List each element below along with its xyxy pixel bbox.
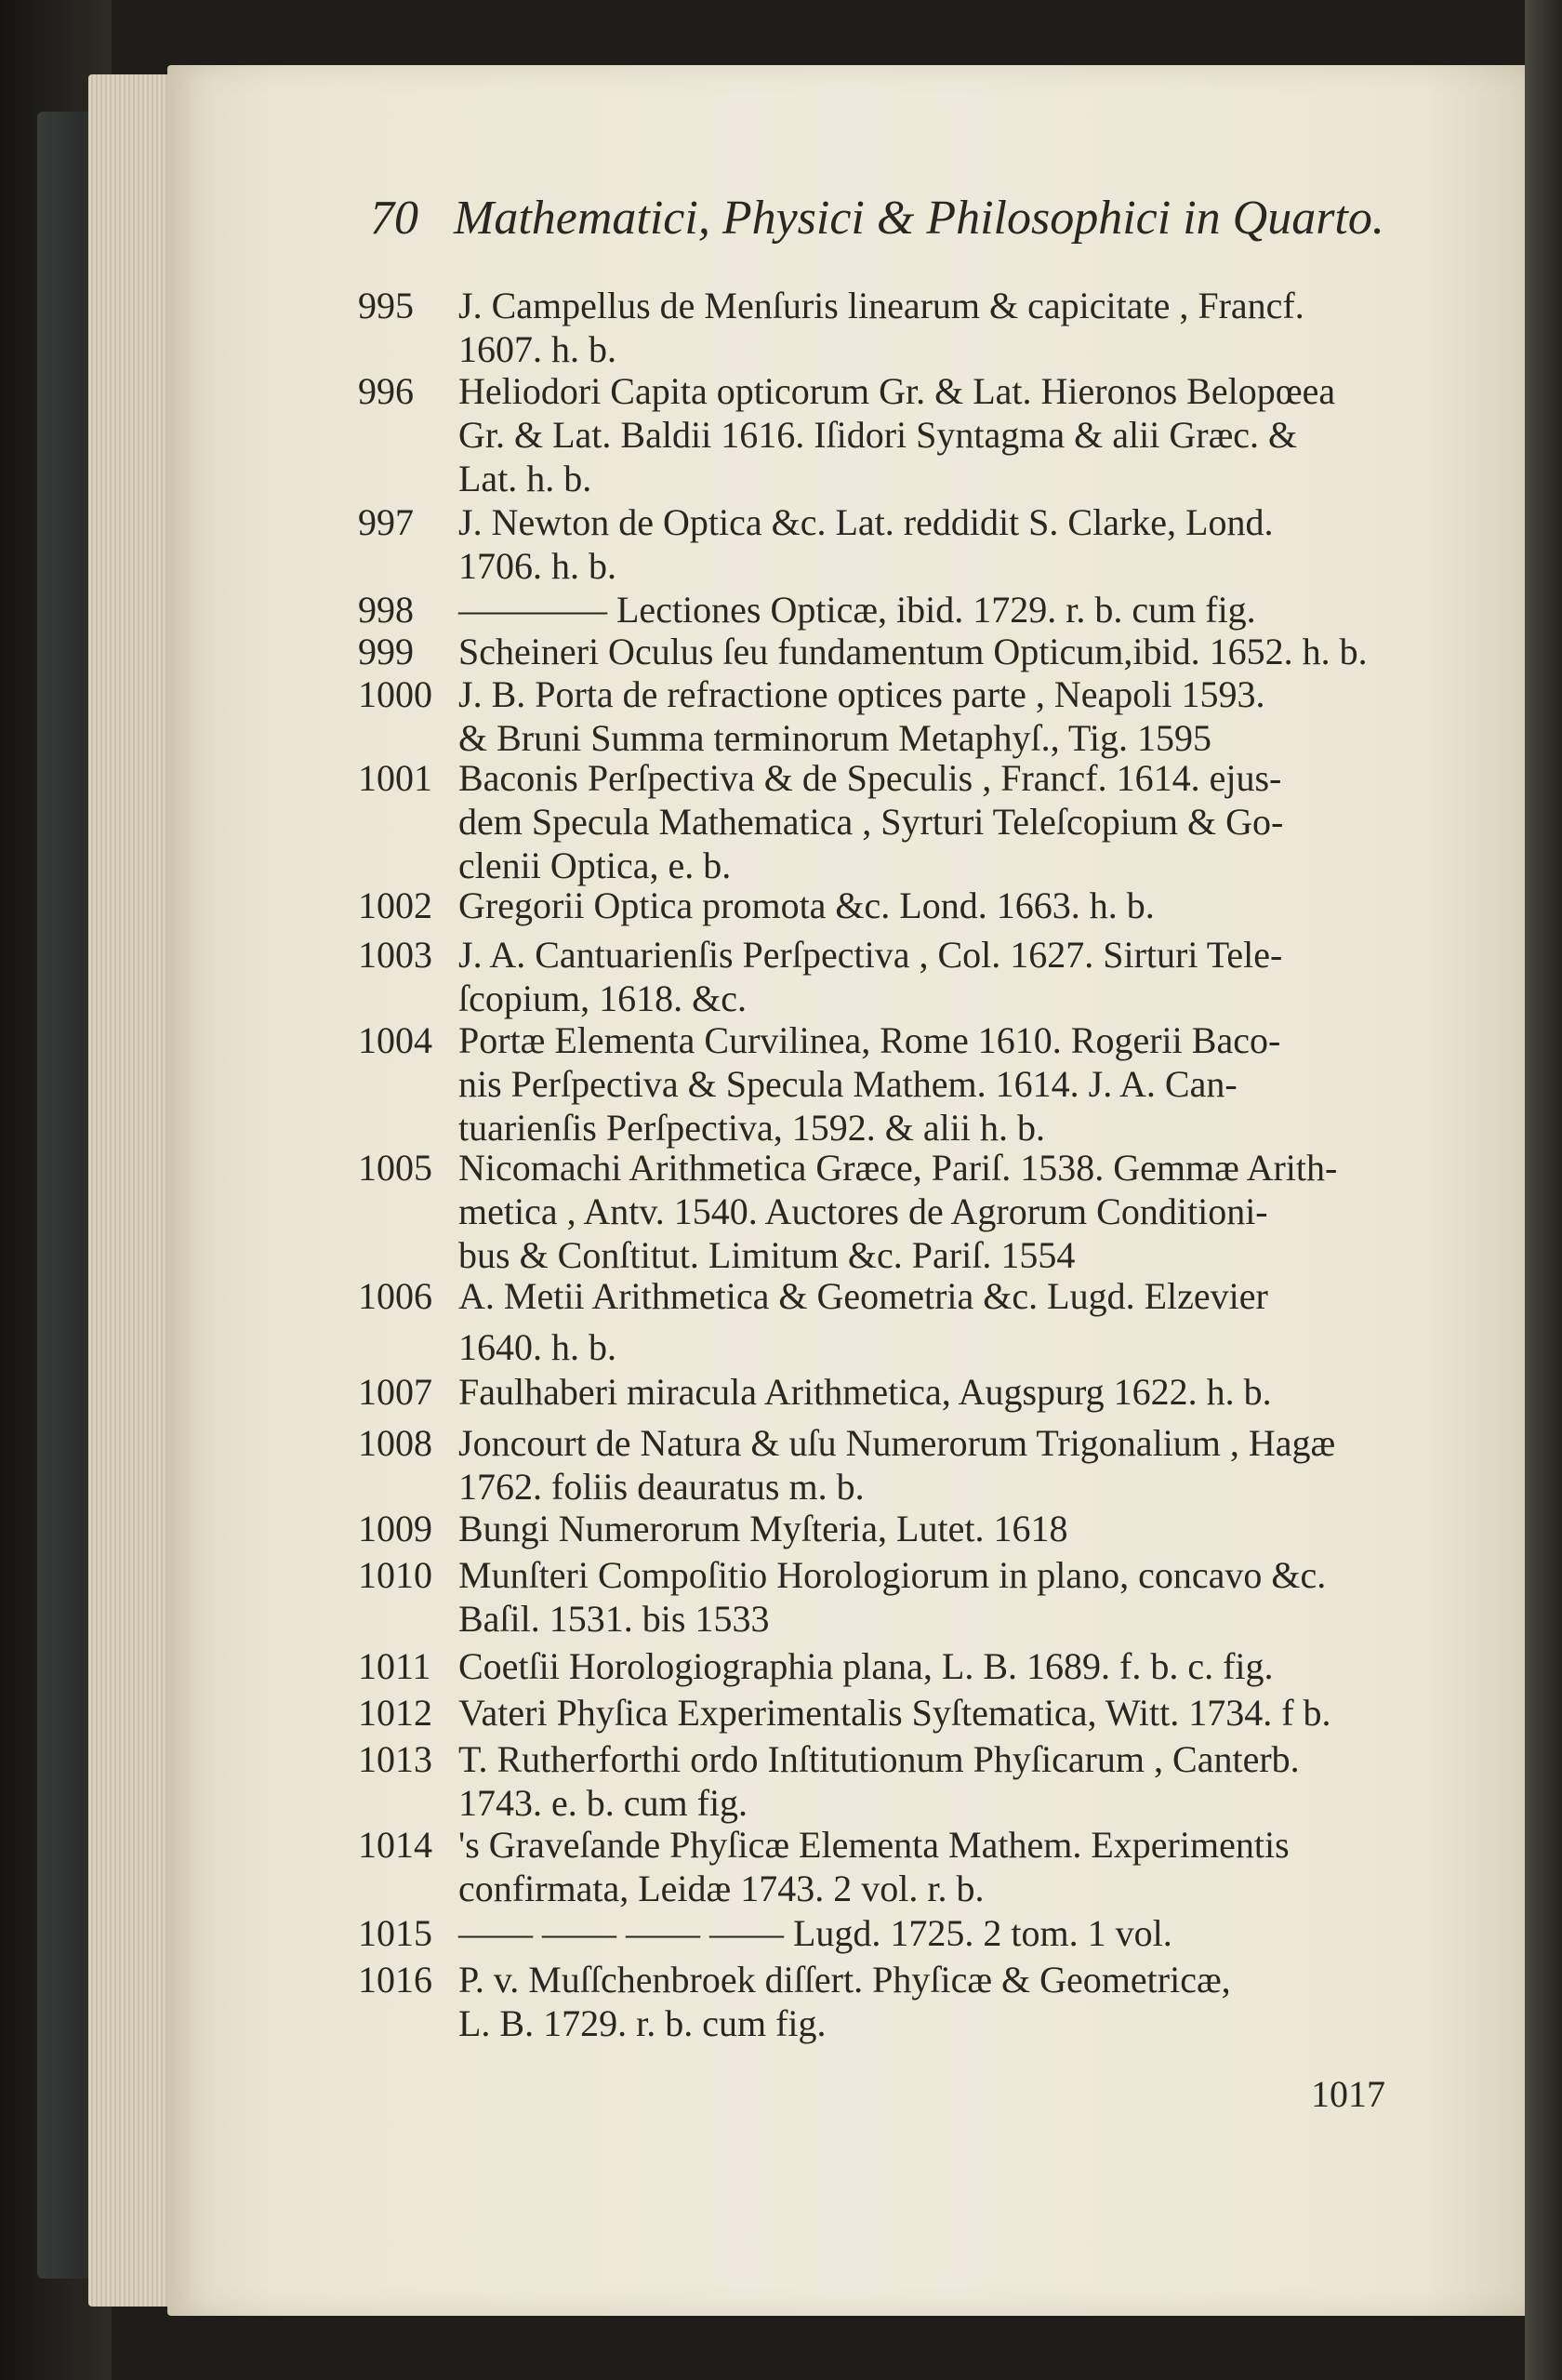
entry-number: 998 xyxy=(358,589,414,631)
entry-number: 997 xyxy=(358,501,414,543)
entry-line: 1640. h. b. xyxy=(458,1326,616,1368)
entry-line: Scheineri Oculus ſeu fundamentum Opticum,ibid. 1652. h. b. xyxy=(458,631,1368,672)
entry-line: J. Newton de Optica &c. Lat. reddidit S. Clarke, Lond. xyxy=(458,501,1274,543)
entry-number: 1002 xyxy=(358,884,432,926)
entry-line: ſcopium, 1618. &c. xyxy=(458,977,747,1019)
entry-line: 's Graveſande Phyſicæ Elementa Mathem. Experimentis xyxy=(458,1824,1290,1866)
entry-line: bus & Conſtitut. Limitum &c. Pariſ. 1554 xyxy=(458,1234,1076,1276)
entry-number: 1014 xyxy=(358,1824,432,1866)
catchword: 1017 xyxy=(1311,2073,1385,2115)
entry-line: Vateri Phyſica Experimentalis Syſtematica, Witt. 1734. f b. xyxy=(458,1692,1331,1734)
entry-number: 1003 xyxy=(358,934,432,976)
entry-number: 1001 xyxy=(358,757,432,799)
entry-line: L. B. 1729. r. b. cum fig. xyxy=(458,2002,827,2044)
entry-line: ———— Lectiones Opticæ, ibid. 1729. r. b. cum fig. xyxy=(458,589,1256,631)
entry-line: 1743. e. b. cum fig. xyxy=(458,1782,748,1824)
entry-line: nis Perſpectiva & Specula Mathem. 1614. J. A. Can- xyxy=(458,1063,1238,1105)
entry-line: Faulhaberi miracula Arithmetica, Augspurg 1622. h. b. xyxy=(458,1371,1272,1413)
entry-number: 996 xyxy=(358,370,414,412)
entry-line: J. B. Porta de refractione optices parte , Neapoli 1593. xyxy=(458,673,1265,715)
entry-line: metica , Antv. 1540. Auctores de Agrorum Conditioni- xyxy=(458,1190,1268,1232)
entry-line: P. v. Muſſchenbroek diſſert. Phyſicæ & Geometricæ, xyxy=(458,1959,1231,2001)
entry-line: Baconis Perſpectiva & de Speculis , Francf. 1614. ejus- xyxy=(458,757,1282,799)
entry-line: Gregorii Optica promota &c. Lond. 1663. h. b. xyxy=(458,884,1155,926)
entry-line: A. Metii Arithmetica & Geometria &c. Lugd. Elzevier xyxy=(458,1275,1268,1317)
entry-line: Joncourt de Natura & uſu Numerorum Trigonalium , Hagæ xyxy=(458,1422,1336,1464)
entry-number: 1008 xyxy=(358,1422,432,1464)
entry-number: 999 xyxy=(358,631,414,672)
entry-number: 1016 xyxy=(358,1959,432,2001)
running-head xyxy=(370,191,1467,265)
entry-line: —— —— —— —— Lugd. 1725. 2 tom. 1 vol. xyxy=(458,1912,1172,1954)
entry-number: 1013 xyxy=(358,1738,432,1780)
gutter-shadow xyxy=(1525,0,1562,2380)
entry-line: Heliodori Capita opticorum Gr. & Lat. Hieronos Belopœea xyxy=(458,370,1336,412)
entry-number: 1007 xyxy=(358,1371,432,1413)
entry-number: 995 xyxy=(358,285,414,326)
entry-line: 1762. foliis deauratus m. b. xyxy=(458,1466,865,1508)
entry-line: clenii Optica, e. b. xyxy=(458,844,732,886)
entry-number: 1010 xyxy=(358,1554,432,1596)
entry-number: 1005 xyxy=(358,1147,432,1189)
entry-number: 1006 xyxy=(358,1275,432,1317)
entry-number: 1012 xyxy=(358,1692,432,1734)
running-title: Mathematici, Physici & Philosophici in Quarto. xyxy=(454,192,1384,245)
entry-line: J. Campellus de Menſuris linearum & capicitate , Francf. xyxy=(458,285,1304,326)
entry-line: T. Rutherforthi ordo Inſtitutionum Phyſicarum , Canterb. xyxy=(458,1738,1300,1780)
entry-line: Portæ Elementa Curvilinea, Rome 1610. Rogerii Baco- xyxy=(458,1019,1281,1061)
entry-line: Lat. h. b. xyxy=(458,458,592,499)
entry-line: Baſil. 1531. bis 1533 xyxy=(458,1598,770,1640)
entry-line: Munſteri Compoſitio Horologiorum in plano, concavo &c. xyxy=(458,1554,1327,1596)
entry-number: 1015 xyxy=(358,1912,432,1954)
entry-line: J. A. Cantuarienſis Perſpectiva , Col. 1627. Sirturi Tele- xyxy=(458,934,1283,976)
entry-line: Nicomachi Arithmetica Græce, Pariſ. 1538. Gemmæ Arith- xyxy=(458,1147,1338,1189)
entry-line: tuarienſis Perſpectiva, 1592. & alii h. b. xyxy=(458,1107,1045,1149)
entry-number: 1011 xyxy=(358,1645,431,1687)
entry-line: 1607. h. b. xyxy=(458,328,616,370)
entry-number: 1004 xyxy=(358,1019,432,1061)
page-number: 70 xyxy=(370,192,418,245)
entry-line: confirmata, Leidæ 1743. 2 vol. r. b. xyxy=(458,1868,985,1909)
entry-line: Bungi Numerorum Myſteria, Lutet. 1618 xyxy=(458,1508,1068,1549)
entry-line: 1706. h. b. xyxy=(458,545,616,587)
entry-number: 1000 xyxy=(358,673,432,715)
entry-line: dem Specula Mathematica , Syrturi Teleſcopium & Go- xyxy=(458,801,1284,843)
entry-number: 1009 xyxy=(358,1508,432,1549)
entry-line: & Bruni Summa terminorum Metaphyſ., Tig. 1595 xyxy=(458,717,1212,759)
entry-line: Coetſii Horologiographia plana, L. B. 1689. f. b. c. fig. xyxy=(458,1645,1274,1687)
entry-line: Gr. & Lat. Baldii 1616. Iſidori Syntagma & alii Græc. & xyxy=(458,414,1298,456)
